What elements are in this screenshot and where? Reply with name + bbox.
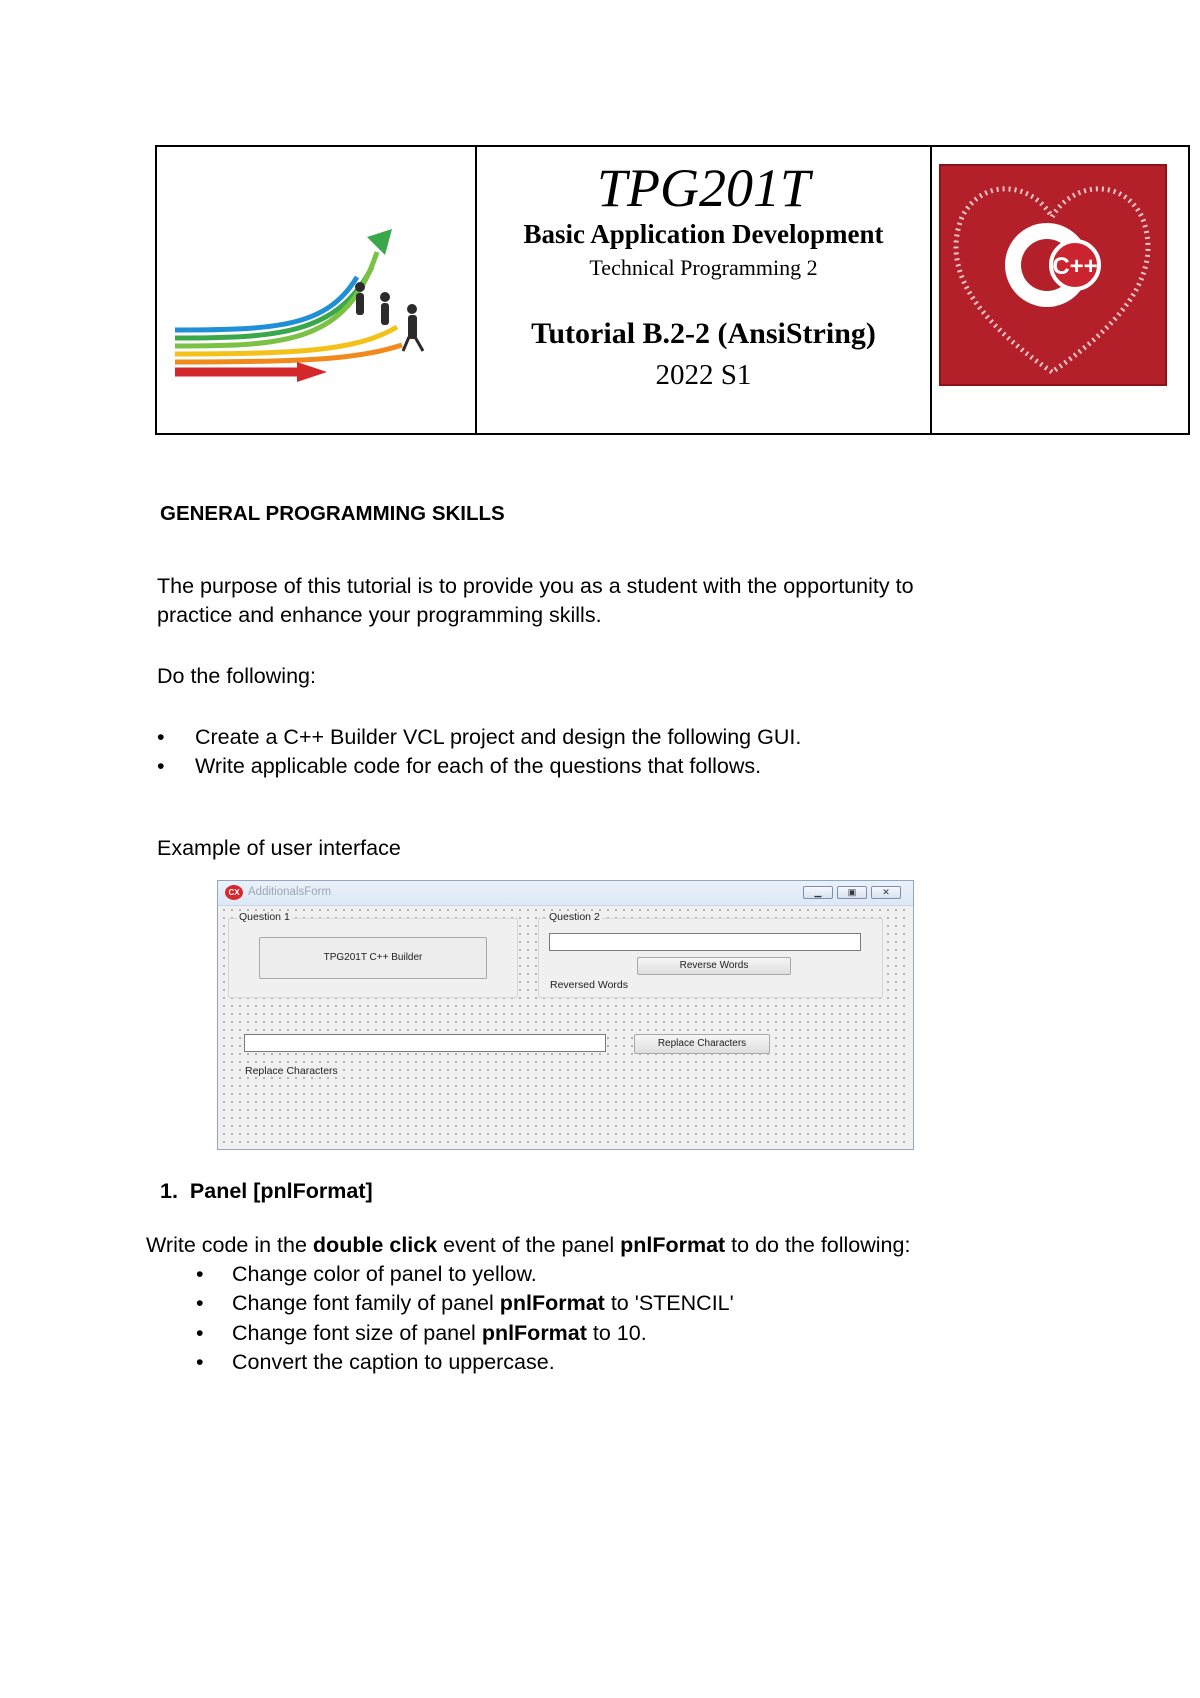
intro-bold: pnlFormat [620, 1233, 726, 1257]
question-title: Panel [pnlFormat] [189, 1179, 373, 1203]
question-number: 1. [160, 1179, 178, 1203]
section-heading: GENERAL PROGRAMMING SKILLS [160, 502, 505, 525]
reverse-words-input[interactable] [549, 933, 861, 951]
maximize-button[interactable]: ▣ [837, 886, 867, 899]
question1-intro [146, 1230, 910, 1260]
do-following-text: Do the following: [157, 664, 316, 688]
bullet-marker: • [196, 1321, 204, 1345]
question1-heading [160, 1176, 373, 1206]
item-text: Change font family of panel [232, 1291, 500, 1315]
tutorial-title: Tutorial B.2-2 (AnsiString) [531, 317, 876, 350]
bullet-marker: • [196, 1262, 204, 1286]
minimize-button[interactable]: ▁ [803, 886, 833, 899]
form-title: AdditionalsForm [248, 886, 332, 898]
question1-item: Change color of panel to yellow. [232, 1262, 537, 1286]
intro-text: event of the panel [437, 1233, 621, 1257]
bullet-item: Create a C++ Builder VCL project and design the following GUI. [195, 725, 802, 749]
course-name: Basic Application Development [523, 219, 884, 249]
replace-characters-button[interactable]: Replace Characters [634, 1034, 770, 1054]
question1-item: Convert the caption to uppercase. [232, 1350, 555, 1374]
intro-text: Write code in the [146, 1233, 313, 1257]
course-code: TPG201T [596, 158, 811, 218]
item-bold: pnlFormat [499, 1291, 605, 1315]
header-middle-cell [477, 147, 932, 433]
logo-text: C++ [1052, 253, 1098, 280]
example-form-window [217, 880, 914, 1150]
app-icon: CX [225, 885, 243, 900]
example-label: Example of user interface [157, 836, 401, 860]
item-text: Change font size of panel [232, 1321, 482, 1345]
reversed-words-label: Reversed Words [550, 979, 629, 991]
question2-groupbox [538, 911, 883, 998]
reverse-words-button[interactable]: Reverse Words [637, 957, 791, 975]
bullet-marker: • [157, 725, 165, 749]
course-subtitle: Technical Programming 2 [589, 255, 818, 280]
item-text: to 10. [586, 1321, 647, 1345]
header-right-cell [932, 147, 1188, 433]
header-left-cell [157, 147, 477, 433]
question1-item [232, 1318, 647, 1348]
bullet-marker: • [196, 1350, 204, 1374]
growth-arrows-illustration [157, 147, 473, 433]
item-bold: pnlFormat [481, 1321, 587, 1345]
intro-bold: double click [312, 1233, 438, 1257]
question1-item [232, 1288, 734, 1318]
pnl-format-panel[interactable]: TPG201T C++ Builder [259, 937, 487, 979]
bullet-marker: • [157, 754, 165, 778]
form-design-surface [220, 906, 911, 1147]
purpose-line-1: The purpose of this tutorial is to provide you as a student with the opportunity to [157, 574, 914, 598]
semester: 2022 S1 [655, 359, 752, 391]
replace-characters-input[interactable] [244, 1034, 606, 1052]
item-text: to 'STENCIL' [604, 1291, 734, 1315]
form-titlebar [218, 881, 913, 906]
group-caption: Question 2 [549, 911, 600, 923]
close-button[interactable]: ✕ [871, 886, 901, 899]
group-caption: Question 1 [239, 911, 290, 923]
question1-groupbox [228, 911, 518, 998]
replace-characters-label: Replace Characters [245, 1065, 338, 1077]
bullet-marker: • [196, 1291, 204, 1315]
cpp-heart-logo [932, 147, 1192, 433]
purpose-line-2: practice and enhance your programming skills. [157, 603, 602, 627]
header-table [155, 145, 1190, 435]
bullet-item: Write applicable code for each of the questions that follows. [195, 754, 762, 778]
intro-text: to do the following: [725, 1233, 911, 1257]
